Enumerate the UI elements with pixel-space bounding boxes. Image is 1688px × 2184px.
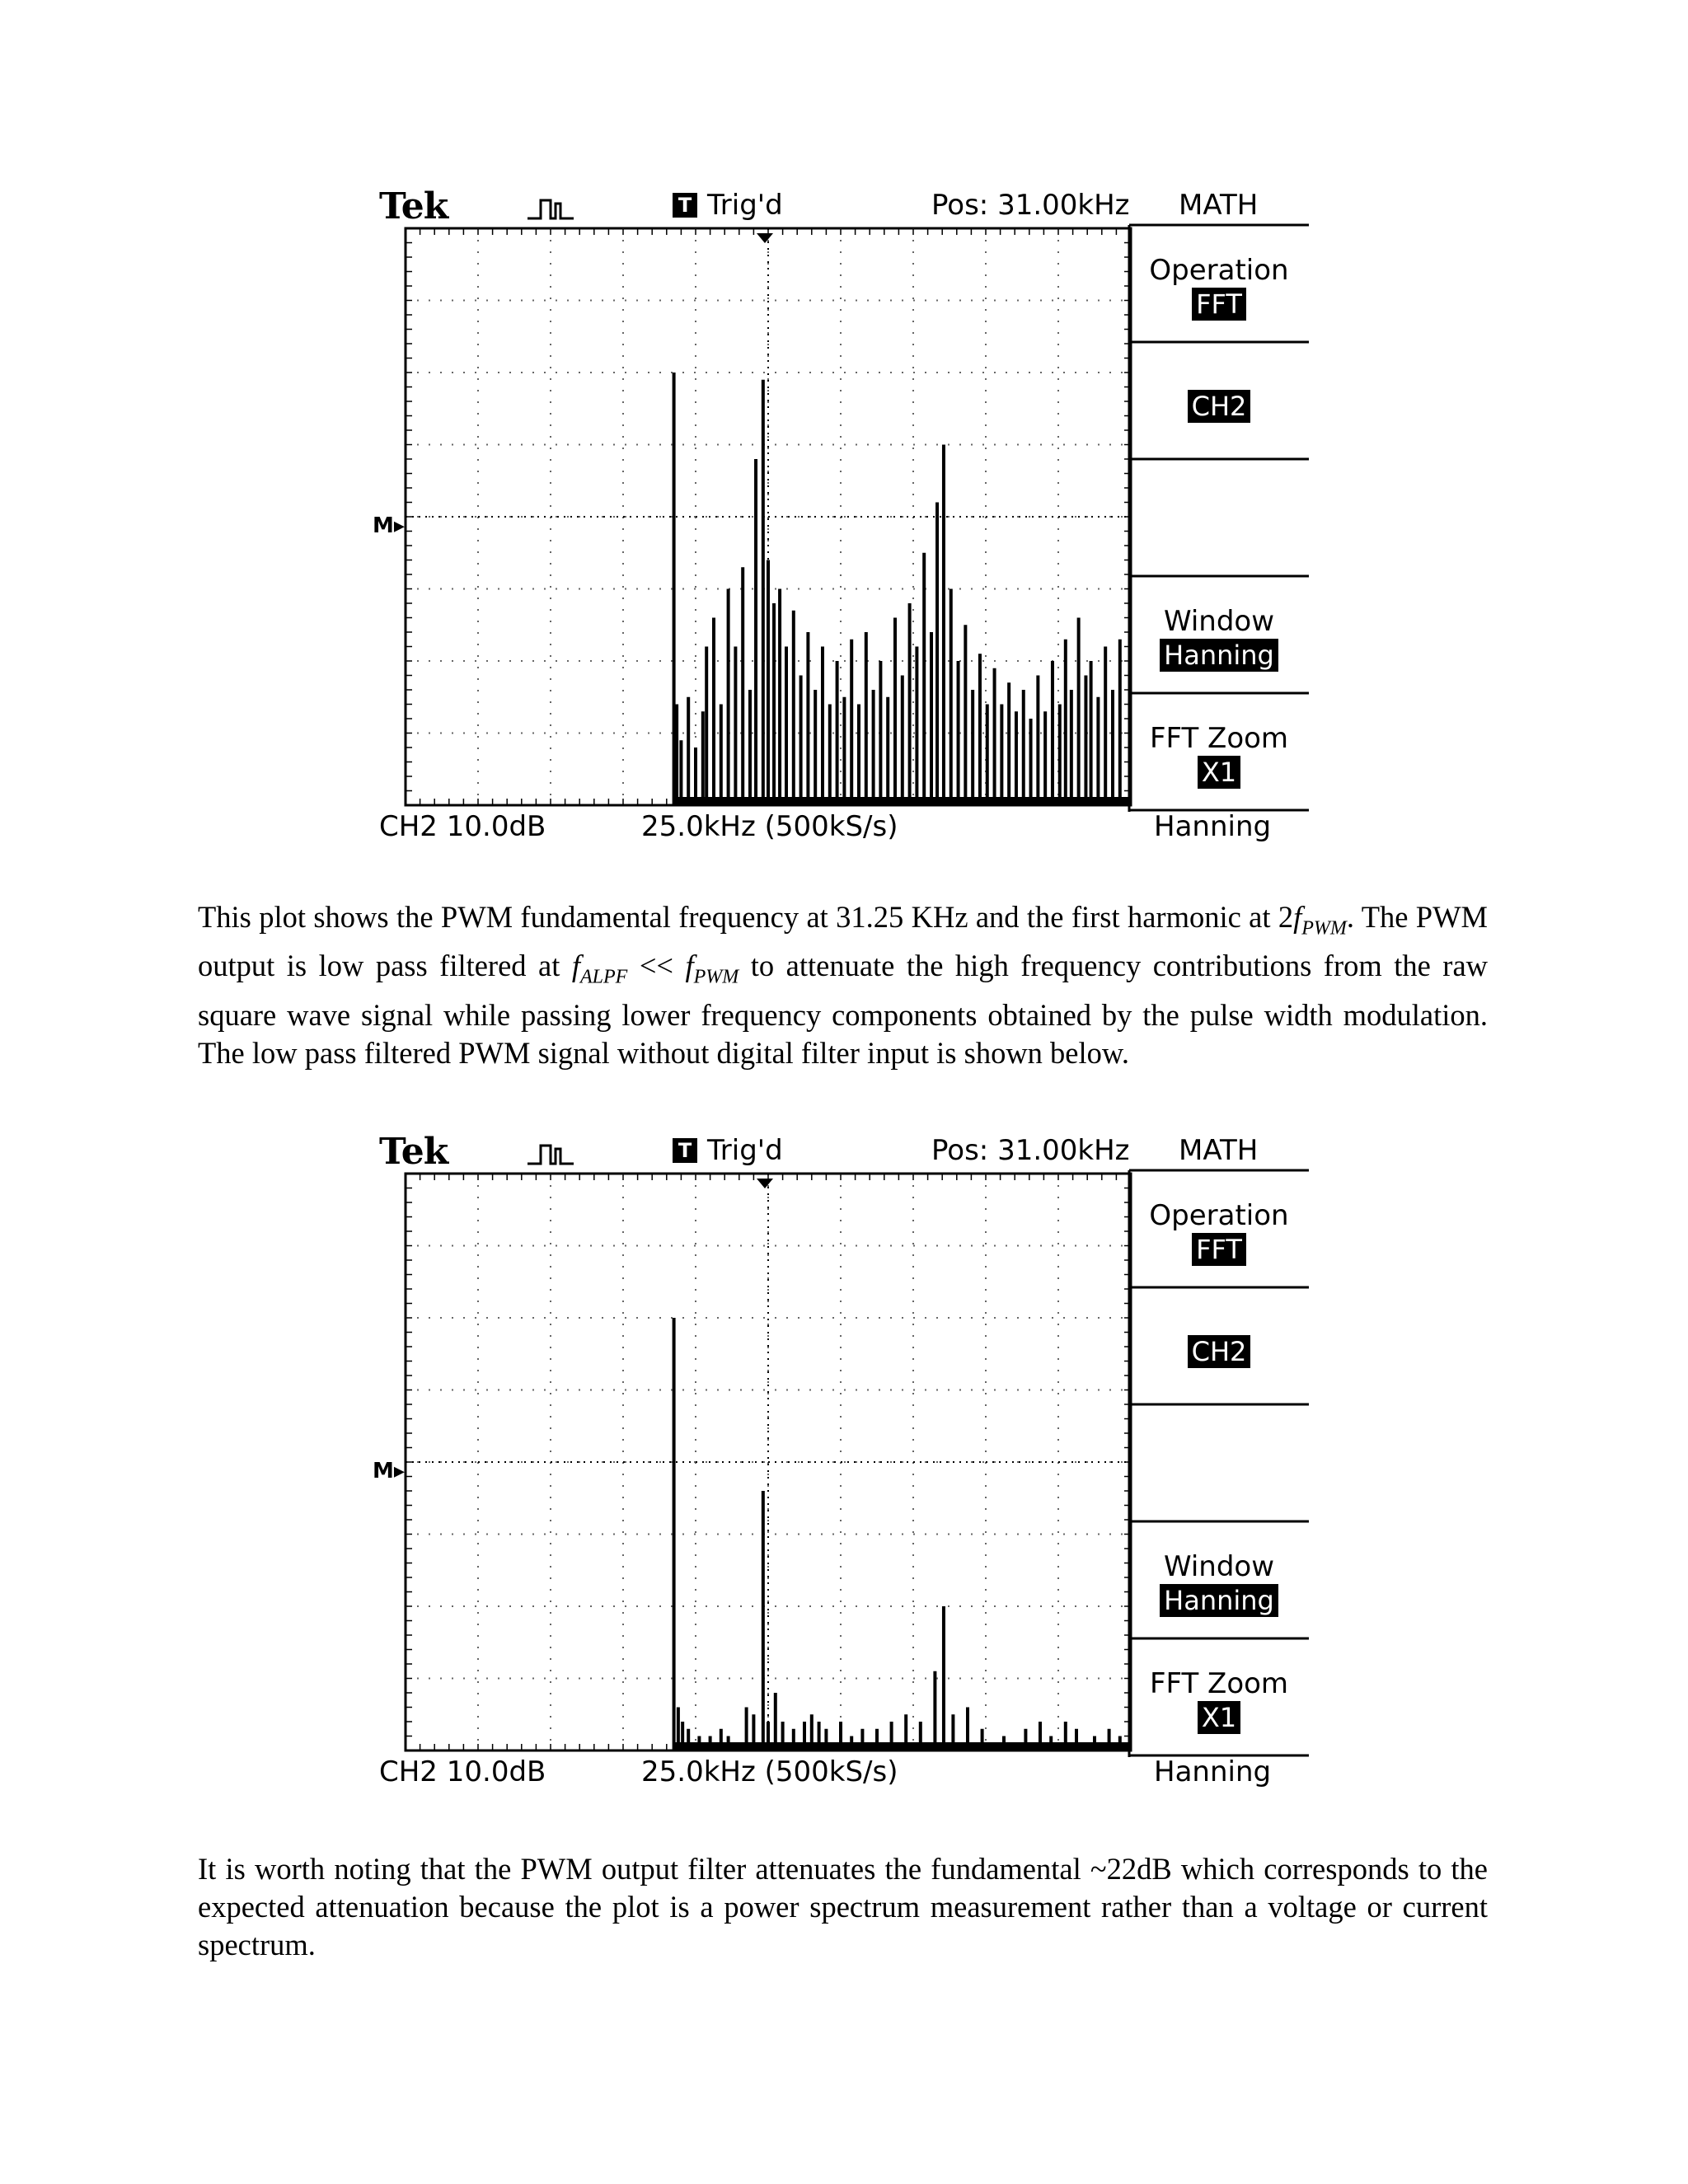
menu-fft-zoom-value: X1 [1198,1701,1240,1734]
noise-floor [674,797,1131,805]
menu-operation-value: FFT [1192,1233,1246,1266]
menu-operation-label: Operation [1149,1199,1289,1232]
menu-window-label: Window [1163,605,1275,638]
menu-window-value: Hanning [1160,639,1278,672]
f-alpf-symbol: $f_{ALPF}$ [571,949,628,988]
noise-floor [674,1742,1131,1750]
menu-fft-zoom[interactable] [1129,721,1309,789]
trigger-status [673,1134,783,1167]
math-reference-marker: M▸ [373,513,405,538]
trigger-status-text: Trig'd [707,189,783,222]
menu-title: MATH [1179,1134,1259,1167]
menu-operation-value: FFT [1192,288,1246,321]
tek-brand: Tek [379,1131,448,1173]
menu-source-value: CH2 [1188,1335,1251,1368]
menu-window[interactable] [1129,1549,1309,1617]
oscilloscope-screenshot-1 [369,185,1309,845]
tek-brand: Tek [379,185,448,227]
menu-source-value: CH2 [1188,390,1251,423]
body-paragraph-2: It is worth noting that the PWM output filter attenuates the fundamental ~22dB which corresponds to the expected attenuation because the plot is a power spectrum measurement rather than a voltage or current spectrum. [198,1852,1488,1961]
position-readout: Pos: 31.00kHz [931,189,1130,222]
body-paragraph-1: This plot shows the PWM fundamental frequency at 31.25 KHz and the first harmonic at $2f_{PWM}$. The PWM output is low pass filtered at $f_{ALPF} << f_{PWM}$ to attenuate the high frequency contributions from the raw square wave signal while passing lower frequency components obtained by the pulse width modulation. The low pass filtered PWM signal without digital filter input is shown below. [198,900,1489,1070]
window-readout: Hanning [1154,1755,1272,1788]
menu-source[interactable] [1129,1335,1309,1368]
menu-fft-zoom[interactable] [1129,1666,1309,1734]
channel-scale: CH2 10.0dB [379,1755,546,1788]
trigger-status [673,189,783,222]
channel-scale: CH2 10.0dB [379,810,546,843]
menu-source[interactable] [1129,390,1309,423]
trigger-status-text: Trig'd [707,1134,783,1167]
trigger-badge: T [673,193,697,218]
menu-window[interactable] [1129,604,1309,672]
trigger-badge: T [673,1138,697,1163]
menu-operation-label: Operation [1149,254,1289,287]
timebase-readout: 25.0kHz (500kS/s) [641,1755,898,1788]
menu-window-label: Window [1163,1550,1275,1583]
f-pwm-symbol: $f_{PWM}$ [685,949,739,988]
menu-fft-zoom-value: X1 [1198,756,1240,789]
menu-operation[interactable] [1129,1198,1309,1266]
acquisition-pulse-icon [526,197,575,222]
acquisition-pulse-icon [526,1142,575,1167]
math-reference-marker: M▸ [373,1459,405,1483]
window-readout: Hanning [1154,810,1272,843]
menu-fft-zoom-label: FFT Zoom [1149,722,1289,755]
oscilloscope-screenshot-2 [369,1131,1309,1790]
position-readout: Pos: 31.00kHz [931,1134,1130,1167]
menu-window-value: Hanning [1160,1584,1278,1617]
menu-operation[interactable] [1129,253,1309,321]
menu-fft-zoom-label: FFT Zoom [1149,1667,1289,1700]
menu-title: MATH [1179,189,1259,222]
f-pwm-symbol: $f_{PWM}$ [1293,900,1347,940]
timebase-readout: 25.0kHz (500kS/s) [641,810,898,843]
